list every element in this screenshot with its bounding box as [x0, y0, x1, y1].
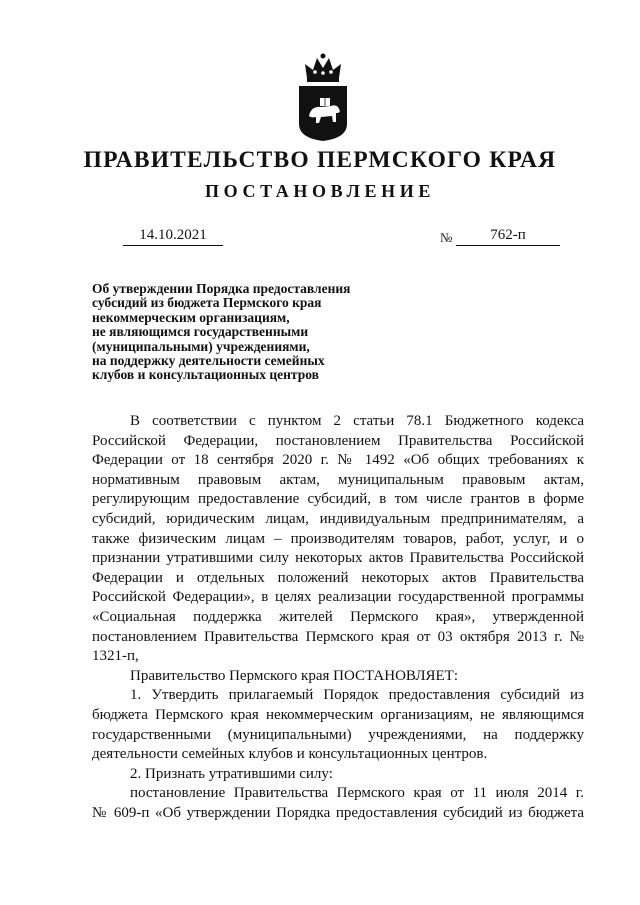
decree-number: 762-п [456, 226, 560, 246]
subject-line: Об утверждении Порядка предоставления [92, 281, 351, 296]
subject-line: на поддержку деятельности семейных [92, 353, 325, 369]
document-type: ПОСТАНОВЛЕНИЕ [205, 181, 435, 201]
repealed-act-line: № 609-п «Об утверждении Порядка предоставления субсидий из бюджета [92, 804, 584, 821]
government-title: ПРАВИТЕЛЬСТВО ПЕРМСКОГО КРАЯ [83, 147, 557, 173]
subject-line: клубов и консультационных центров [92, 367, 319, 383]
subject-line: не являющимся государственными [92, 324, 309, 340]
decree-subject [92, 282, 432, 383]
item-2-paragraph: 2. Признать утратившими силу: [130, 765, 333, 782]
perm-krai-coat-of-arms-icon [295, 52, 351, 142]
resolves-paragraph: Правительство Пермского края ПОСТАНОВЛЯЕТ: [130, 667, 459, 684]
subject-line: некоммерческим организациям, [92, 309, 290, 325]
decree-body [92, 412, 584, 823]
decree-date: 14.10.2021 [123, 226, 223, 246]
subject-line: субсидий из бюджета Пермского края [92, 295, 322, 311]
preamble-paragraph: В соответствии с пунктом 2 статьи 78.1 Бюджетного кодекса Российской Федерации, постановлением Правительства Российской Федерации от 18 сентября 2020 г. № 1492 «Об общих требованиях к нормативным правовым актам, муниципальным правовым актам, регулирующим предоставление субсидий, в том числе грантов в форме субсидий, юридическим лицам, индивидуальным предпринимателям, а также физическим лицам – производителям товаров, работ, услуг, и о признании утратившими силу некоторых актов Правительства Российской Федерации и отдельных положений некоторых актов Правительства Российской Федерации», в целях реализации государственной программы «Социальная поддержка жителей Пермского края», утвержденной постановлением Правительства Пермского края от 03 октября 2013 г. № 1321-п, [92, 413, 584, 665]
repealed-act-line: постановление Правительства Пермского края от 11 июля 2014 г. [130, 785, 584, 802]
item-1-paragraph: 1. Утвердить прилагаемый Порядок предоставления субсидий из бюджета Пермского края некоммерческим организациям, не являющимся государственными (муниципальными) учреждениями, на поддержку деятельности семейных клубов и консультационных центров. [92, 687, 584, 763]
number-sign: № [440, 230, 453, 245]
subject-line: (муниципальными) учреждениями, [92, 338, 310, 354]
